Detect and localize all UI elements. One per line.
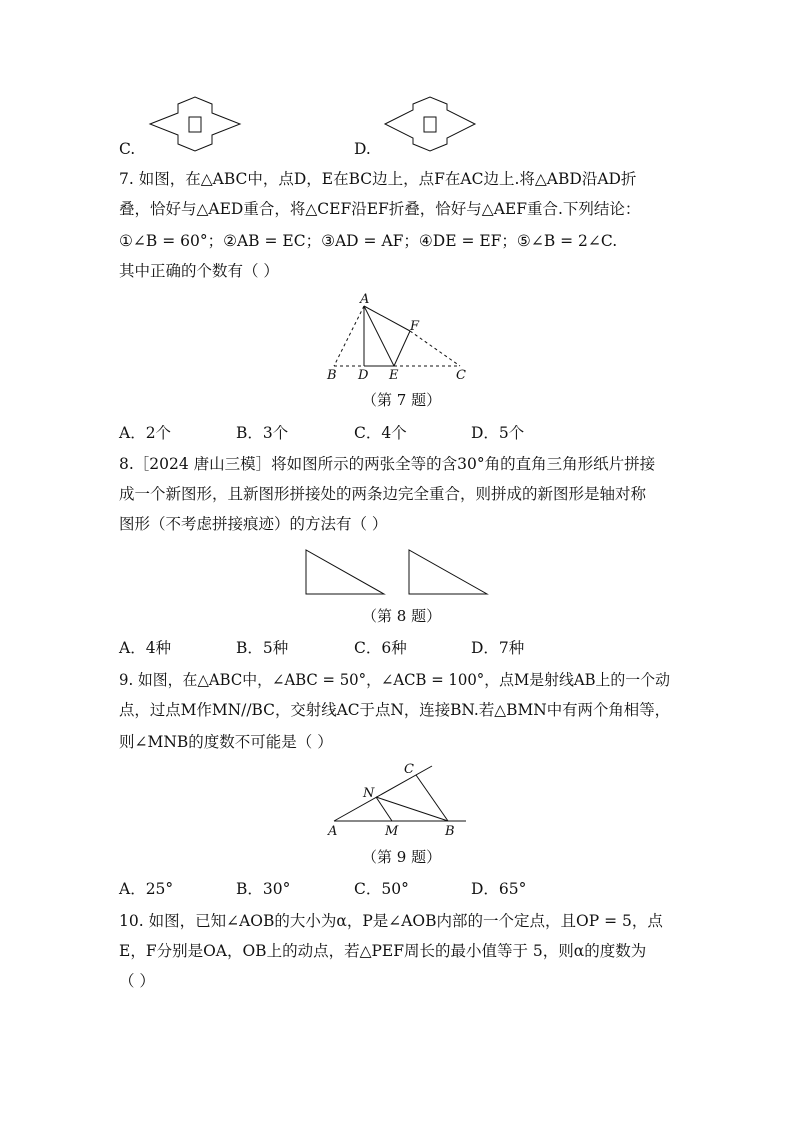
q7-line-1: 7. 如图，在△ABC中，点D，E在BC边上，点F在AC边上.将△ABD沿AD折 <box>119 170 637 188</box>
q9-edge-bn <box>376 797 448 821</box>
q8-option-a: A．4种 <box>119 639 172 657</box>
q10-line-3: （ ） <box>119 972 155 990</box>
q7-option-c: C．4个 <box>354 424 407 442</box>
option-c-label: C. <box>119 140 136 158</box>
q9-label-a: A <box>328 824 338 839</box>
q10-line-2: E，F分别是OA，OB上的动点，若△PEF周长的最小值等于 5，则α的度数为 <box>119 942 647 960</box>
q8-option-b: B．5种 <box>236 639 289 657</box>
q10-line-1: 10. 如图，已知∠AOB的大小为α，P是∠AOB内部的一个定点，且OP = 5，点 <box>119 912 663 930</box>
q8-caption: （第 8 题） <box>362 607 442 625</box>
q7-label-e: E <box>389 368 399 383</box>
q9-line-2: 点，过点M作MN//BC，交射线AC于点N，连接BN.若△BMN中有两个角相等， <box>119 701 671 719</box>
q9-option-c: C．50° <box>354 880 409 898</box>
q8-option-c: C．6种 <box>354 639 407 657</box>
q7-label-a: A <box>360 292 370 307</box>
q7-line-3: ①∠B = 60°；②AB = EC；③AD = AF；④DE = EF；⑤∠B = 2∠C. <box>119 232 618 250</box>
q7-label-c: C <box>456 368 466 383</box>
q9-label-b: B <box>445 824 455 839</box>
q9-label-c: C <box>404 762 414 777</box>
q8-line-1: 8.［2024 唐山三模］将如图所示的两张全等的含30°角的直角三角形纸片拼接 <box>119 455 656 473</box>
q9-option-b: B．30° <box>236 880 291 898</box>
q9-option-d: D．65° <box>471 880 527 898</box>
q9-line-1: 9. 如图，在△ABC中，∠ABC = 50°，∠ACB = 100°，点M是射线AB上的一个动 <box>119 671 670 689</box>
q7-line-4: 其中正确的个数有（ ） <box>119 262 279 280</box>
q7-option-d: D．5个 <box>471 424 525 442</box>
q7-option-b: B．3个 <box>236 424 289 442</box>
q9-edge-bc <box>416 775 448 821</box>
q7-option-a: A．2个 <box>119 424 172 442</box>
q9-edge-mn <box>376 797 392 821</box>
q9-label-n: N <box>363 786 375 801</box>
q7-label-d: D <box>358 368 369 383</box>
option-d-label: D. <box>354 140 371 158</box>
q7-line-2: 叠，恰好与△AED重合，将△CEF沿EF折叠，恰好与△AEF重合.下列结论： <box>119 200 641 218</box>
q8-option-d: D．7种 <box>471 639 525 657</box>
q7-label-f: F <box>410 319 420 334</box>
q9-ray-ac <box>334 766 432 821</box>
q9-label-m: M <box>385 824 399 839</box>
q9-caption: （第 9 题） <box>362 848 442 866</box>
q9-line-3: 则∠MNB的度数不可能是（ ） <box>119 733 333 751</box>
q7-label-b: B <box>327 368 337 383</box>
q8-line-2: 成一个新图形，且新图形拼接处的两条边完全重合，则拼成的新图形是轴对称 <box>119 485 647 503</box>
q7-caption: （第 7 题） <box>362 391 442 409</box>
q9-option-a: A．25° <box>119 880 174 898</box>
q8-line-3: 图形（不考虑拼接痕迹）的方法有（ ） <box>119 515 388 533</box>
